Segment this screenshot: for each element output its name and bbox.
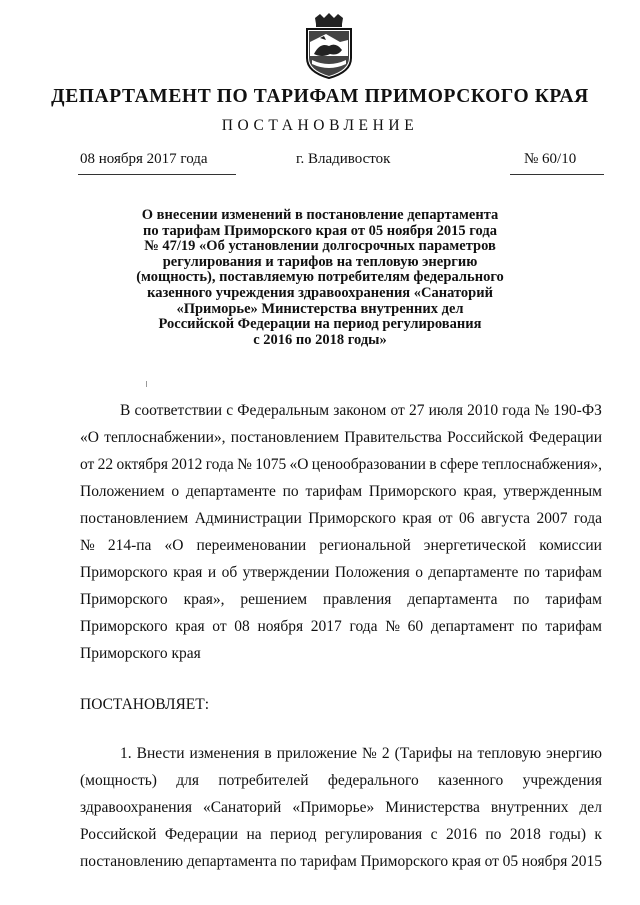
word: в: [429, 456, 437, 473]
word: департаменте: [185, 483, 276, 500]
word: №: [385, 618, 400, 635]
preamble-line: [80, 429, 602, 447]
word: по: [282, 483, 299, 500]
word: внутренних: [490, 799, 569, 816]
word: Федерации: [528, 429, 602, 446]
word: Приморского: [80, 618, 168, 635]
word: 190-ФЗ: [553, 402, 602, 419]
word: В: [120, 402, 131, 419]
word: по: [280, 853, 297, 870]
word: в: [264, 745, 272, 762]
word: энергию: [546, 745, 602, 762]
word: края: [173, 564, 203, 581]
word: года: [349, 618, 378, 635]
word: от: [212, 618, 227, 635]
word: края: [175, 618, 205, 635]
word: сфере: [439, 456, 479, 473]
preamble-line: [80, 483, 602, 501]
word: департамента: [407, 591, 498, 608]
word: тарифам: [545, 564, 602, 581]
word: ценообразовании: [311, 456, 426, 473]
word: регулирования: [324, 826, 423, 843]
coat-of-arms-icon: [302, 12, 356, 80]
word: 60: [407, 618, 424, 635]
word: 2: [381, 745, 390, 762]
word: тарифам: [545, 618, 602, 635]
word: дел: [579, 799, 602, 816]
word: края,: [463, 483, 497, 500]
word: июля: [428, 402, 463, 419]
word: и: [207, 564, 217, 581]
word: Положением: [80, 483, 165, 500]
word: (Тарифы: [394, 745, 453, 762]
word: «Приморье»: [292, 799, 375, 816]
word: региональной: [319, 537, 411, 554]
decree-heading: ПОСТАНОВЛЯЕТ:: [80, 696, 210, 713]
word: законом: [333, 402, 387, 419]
word: 2018: [509, 826, 541, 843]
subject-line: «Приморье» Министерства внутренних дел: [176, 300, 464, 317]
item-line: [80, 799, 602, 817]
document-date: 08 ноября 2017 года: [80, 151, 208, 167]
word: 05: [502, 853, 519, 870]
word: 214-па: [107, 537, 152, 554]
subject-line: казенного учреждения здравоохранения «Санаторий: [147, 284, 493, 301]
word: Российской: [447, 429, 524, 446]
word: августа: [480, 510, 530, 527]
word: департамента: [186, 853, 277, 870]
subject-line: регулирования и тарифов на тепловую энергию: [162, 253, 478, 270]
word: Администрации: [194, 510, 302, 527]
word: о: [415, 564, 423, 581]
preamble-line: [80, 618, 602, 636]
document-city: г. Владивосток: [296, 151, 391, 167]
word: постановлением: [230, 429, 340, 446]
word: Внести: [136, 745, 185, 762]
word: тепловую: [477, 745, 542, 762]
word: 08: [234, 618, 250, 635]
word: годы): [549, 826, 586, 843]
subject-line: с 2016 по 2018 годы»: [253, 331, 387, 348]
word: теплоснабжения»,: [481, 456, 602, 473]
department-title: ДЕПАРТАМЕНТ ПО ТАРИФАМ ПРИМОРСКОГО КРАЯ: [51, 86, 589, 107]
preamble-line: [80, 564, 602, 582]
word: Приморского: [80, 564, 168, 581]
word: Российской: [80, 826, 157, 843]
word: Федеральным: [237, 402, 330, 419]
scan-mark: [146, 381, 147, 387]
word: Приморского: [80, 591, 168, 608]
item-line: [80, 772, 602, 790]
word: 2017: [310, 618, 342, 635]
number-underline: [510, 174, 604, 175]
word: на: [457, 745, 473, 762]
word: 2015: [571, 853, 602, 870]
word: 1.: [120, 745, 132, 762]
document-number: № 60/10: [524, 151, 577, 167]
word: утверждении: [242, 564, 330, 581]
word: по: [521, 618, 538, 635]
word: «О: [164, 537, 184, 554]
word: от: [484, 853, 499, 870]
item-line: [80, 826, 602, 844]
word: года: [502, 402, 531, 419]
word: года: [573, 510, 602, 527]
word: Положения: [334, 564, 410, 581]
word: от: [80, 456, 95, 473]
word: края: [451, 853, 482, 870]
word: №: [80, 537, 95, 554]
word: Федерации: [164, 826, 239, 843]
word: департаменте: [428, 564, 519, 581]
subject-line: (мощность), поставляемую потребителям федерального: [136, 269, 504, 286]
word: о: [171, 483, 180, 500]
preamble-line: [80, 537, 602, 555]
word: от: [438, 510, 453, 527]
subject-line: по тарифам Приморского края от 05 ноября 2015 года: [143, 222, 497, 239]
word: октября: [116, 456, 169, 473]
subject-line: О внесении изменений в постановление департамента: [141, 207, 499, 223]
word: для: [176, 772, 200, 789]
preamble-line: [80, 591, 602, 609]
word: по: [513, 591, 530, 608]
subject-line: № 47/19 «Об установлении долгосрочных параметров: [144, 238, 496, 255]
word: года: [205, 456, 234, 473]
word: постановлению: [80, 853, 184, 870]
word: №: [237, 456, 252, 473]
word: Приморского: [360, 853, 449, 870]
word: №: [534, 402, 550, 419]
word: Министерства: [385, 799, 480, 816]
word: утвержденным: [503, 483, 602, 500]
item-line: [120, 745, 602, 763]
preamble-line: [80, 456, 602, 474]
word: тарифам: [305, 483, 363, 500]
word: здравоохранения: [80, 799, 192, 816]
word: изменения: [189, 745, 260, 762]
word: 22: [97, 456, 114, 473]
word: 2016: [445, 826, 477, 843]
word: 1075: [255, 456, 287, 473]
word: (мощность): [80, 772, 157, 789]
word: департамент: [430, 618, 514, 635]
word: от: [390, 402, 405, 419]
word: постановлением: [80, 510, 189, 527]
word: ноября: [521, 853, 568, 870]
word: «О: [80, 429, 99, 446]
subject-line: Российской Федерации на период регулирования: [158, 316, 482, 333]
word: «Санаторий: [202, 799, 282, 816]
word: по: [523, 564, 540, 581]
word: учреждения: [522, 772, 602, 789]
word: края: [402, 510, 432, 527]
preamble-line: Приморского края: [80, 645, 201, 662]
word: «О: [289, 456, 309, 473]
date-underline: [78, 174, 236, 175]
word: на: [246, 826, 262, 843]
preamble-line: [120, 402, 602, 420]
word: ноября: [257, 618, 304, 635]
word: к: [594, 826, 602, 843]
word: с: [226, 402, 234, 419]
word: приложение: [276, 745, 358, 762]
word: период: [270, 826, 317, 843]
word: Приморского: [368, 483, 457, 500]
word: по: [485, 826, 502, 843]
word: федерального: [327, 772, 419, 789]
word: об: [221, 564, 238, 581]
word: Приморского: [308, 510, 396, 527]
word: теплоснабжении»,: [104, 429, 226, 446]
word: казенного: [438, 772, 504, 789]
word: правления: [323, 591, 392, 608]
word: решением: [240, 591, 308, 608]
word: соответствии: [134, 402, 223, 419]
item-line: [80, 853, 602, 871]
word: 2012: [171, 456, 203, 473]
word: комиссии: [539, 537, 602, 554]
word: энергетической: [423, 537, 527, 554]
document-subject: [108, 208, 532, 348]
word: 06: [458, 510, 475, 527]
word: с: [430, 826, 438, 843]
word: 2007: [536, 510, 568, 527]
word: 27: [408, 402, 425, 419]
word: потребителей: [218, 772, 309, 789]
word: 2010: [467, 402, 499, 419]
word: переименовании: [196, 537, 307, 554]
word: тарифам: [300, 853, 357, 870]
document-type: ПОСТАНОВЛЕНИЕ: [221, 117, 419, 134]
word: тарифам: [545, 591, 602, 608]
preamble-line: [80, 510, 602, 528]
word: №: [362, 745, 377, 762]
word: Правительства: [344, 429, 442, 446]
word: края»,: [183, 591, 225, 608]
